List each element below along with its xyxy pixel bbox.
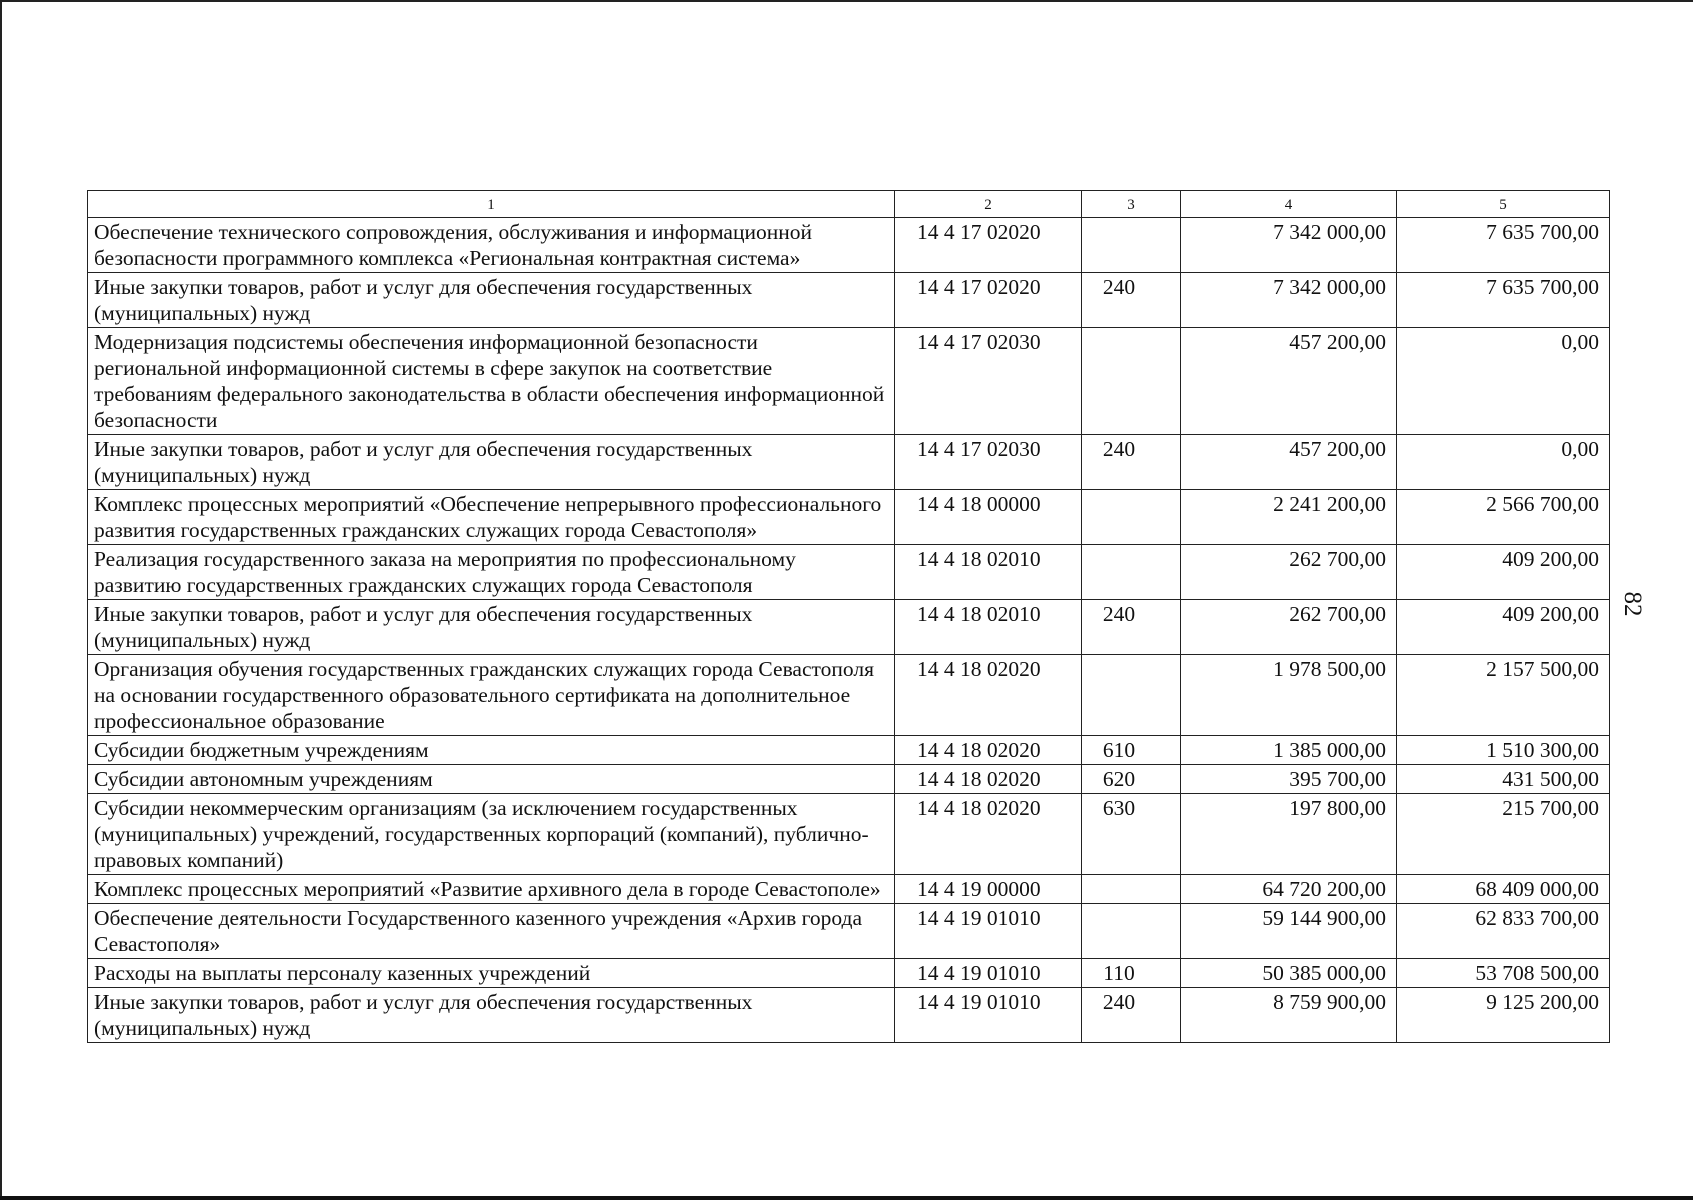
page-frame-bottom <box>0 1196 1693 1200</box>
cell-amount-col4: 7 342 000,00 <box>1181 273 1397 328</box>
header-col-2: 2 <box>895 191 1082 218</box>
cell-code: 14 4 18 02010 <box>895 600 1082 655</box>
cell-expense-type: 620 <box>1082 765 1181 794</box>
cell-name: Организация обучения государственных гражданских служащих города Севастополя на основании государственного образовательного сертификата на дополнительное профессиональное образование <box>88 655 895 736</box>
cell-name: Обеспечение деятельности Государственного казенного учреждения «Архив города Севастополя» <box>88 904 895 959</box>
cell-amount-col4: 457 200,00 <box>1181 435 1397 490</box>
cell-amount-col4: 64 720 200,00 <box>1181 875 1397 904</box>
cell-amount-col5: 62 833 700,00 <box>1397 904 1610 959</box>
cell-amount-col4: 1 978 500,00 <box>1181 655 1397 736</box>
cell-amount-col4: 50 385 000,00 <box>1181 959 1397 988</box>
cell-code: 14 4 19 01010 <box>895 959 1082 988</box>
cell-amount-col5: 53 708 500,00 <box>1397 959 1610 988</box>
header-col-5: 5 <box>1397 191 1610 218</box>
cell-code: 14 4 19 00000 <box>895 875 1082 904</box>
cell-code: 14 4 18 02010 <box>895 545 1082 600</box>
cell-name: Комплекс процессных мероприятий «Обеспечение непрерывного профессионального развития государственных гражданских служащих города Севастополя» <box>88 490 895 545</box>
table-row <box>88 765 1610 794</box>
table-row <box>88 435 1610 490</box>
cell-code: 14 4 17 02020 <box>895 273 1082 328</box>
cell-amount-col5: 0,00 <box>1397 435 1610 490</box>
cell-amount-col4: 1 385 000,00 <box>1181 736 1397 765</box>
cell-amount-col5: 409 200,00 <box>1397 600 1610 655</box>
cell-name: Субсидии бюджетным учреждениям <box>88 736 895 765</box>
cell-amount-col5: 2 566 700,00 <box>1397 490 1610 545</box>
header-col-3: 3 <box>1082 191 1181 218</box>
cell-expense-type: 240 <box>1082 273 1181 328</box>
cell-amount-col5: 7 635 700,00 <box>1397 218 1610 273</box>
cell-amount-col5: 2 157 500,00 <box>1397 655 1610 736</box>
table-row <box>88 218 1610 273</box>
cell-name: Комплекс процессных мероприятий «Развитие архивного дела в городе Севастополе» <box>88 875 895 904</box>
cell-amount-col5: 0,00 <box>1397 328 1610 435</box>
cell-name: Обеспечение технического сопровождения, обслуживания и информационной безопасности программного комплекса «Региональная контрактная система» <box>88 218 895 273</box>
header-col-1: 1 <box>88 191 895 218</box>
table-row <box>88 328 1610 435</box>
cell-code: 14 4 17 02020 <box>895 218 1082 273</box>
cell-amount-col5: 7 635 700,00 <box>1397 273 1610 328</box>
page-frame-top <box>0 0 1693 2</box>
cell-code: 14 4 18 02020 <box>895 736 1082 765</box>
cell-amount-col5: 1 510 300,00 <box>1397 736 1610 765</box>
table-row <box>88 736 1610 765</box>
page-number: 82 <box>1619 591 1646 617</box>
cell-name: Модернизация подсистемы обеспечения информационной безопасности региональной информационной системы в сфере закупок на соответствие требованиям федерального законодательства в области обеспечения информационной безопасности <box>88 328 895 435</box>
cell-code: 14 4 17 02030 <box>895 328 1082 435</box>
table-row <box>88 490 1610 545</box>
cell-expense-type: 110 <box>1082 959 1181 988</box>
cell-name: Субсидии некоммерческим организациям (за исключением государственных (муниципальных) учреждений, государственных корпораций (компаний), публично-правовых компаний) <box>88 794 895 875</box>
table-row <box>88 600 1610 655</box>
cell-name: Реализация государственного заказа на мероприятия по профессиональному развитию государственных гражданских служащих города Севастополя <box>88 545 895 600</box>
cell-expense-type: 630 <box>1082 794 1181 875</box>
cell-amount-col4: 457 200,00 <box>1181 328 1397 435</box>
cell-amount-col4: 8 759 900,00 <box>1181 988 1397 1043</box>
table-row <box>88 988 1610 1043</box>
cell-expense-type: 610 <box>1082 736 1181 765</box>
table-row <box>88 959 1610 988</box>
budget-table <box>87 190 1610 1043</box>
cell-name: Иные закупки товаров, работ и услуг для обеспечения государственных (муниципальных) нужд <box>88 273 895 328</box>
cell-amount-col5: 215 700,00 <box>1397 794 1610 875</box>
cell-expense-type <box>1082 875 1181 904</box>
cell-amount-col5: 409 200,00 <box>1397 545 1610 600</box>
cell-code: 14 4 17 02030 <box>895 435 1082 490</box>
cell-amount-col4: 395 700,00 <box>1181 765 1397 794</box>
table-row <box>88 273 1610 328</box>
cell-code: 14 4 19 01010 <box>895 904 1082 959</box>
table-row <box>88 794 1610 875</box>
cell-code: 14 4 18 00000 <box>895 490 1082 545</box>
cell-amount-col4: 262 700,00 <box>1181 545 1397 600</box>
cell-amount-col4: 197 800,00 <box>1181 794 1397 875</box>
cell-expense-type <box>1082 328 1181 435</box>
budget-table-body <box>88 191 1610 1043</box>
cell-code: 14 4 18 02020 <box>895 765 1082 794</box>
cell-amount-col5: 9 125 200,00 <box>1397 988 1610 1043</box>
cell-name: Иные закупки товаров, работ и услуг для обеспечения государственных (муниципальных) нужд <box>88 600 895 655</box>
cell-amount-col5: 68 409 000,00 <box>1397 875 1610 904</box>
table-row <box>88 545 1610 600</box>
cell-name: Иные закупки товаров, работ и услуг для обеспечения государственных (муниципальных) нужд <box>88 988 895 1043</box>
cell-code: 14 4 19 01010 <box>895 988 1082 1043</box>
header-col-4: 4 <box>1181 191 1397 218</box>
cell-expense-type <box>1082 545 1181 600</box>
cell-code: 14 4 18 02020 <box>895 655 1082 736</box>
cell-expense-type <box>1082 218 1181 273</box>
cell-name: Субсидии автономным учреждениям <box>88 765 895 794</box>
cell-expense-type <box>1082 655 1181 736</box>
cell-expense-type: 240 <box>1082 435 1181 490</box>
table-header-row <box>88 191 1610 218</box>
table-row <box>88 875 1610 904</box>
cell-amount-col4: 59 144 900,00 <box>1181 904 1397 959</box>
cell-expense-type: 240 <box>1082 988 1181 1043</box>
cell-amount-col5: 431 500,00 <box>1397 765 1610 794</box>
cell-amount-col4: 7 342 000,00 <box>1181 218 1397 273</box>
cell-expense-type <box>1082 904 1181 959</box>
cell-name: Иные закупки товаров, работ и услуг для обеспечения государственных (муниципальных) нужд <box>88 435 895 490</box>
cell-expense-type <box>1082 490 1181 545</box>
cell-code: 14 4 18 02020 <box>895 794 1082 875</box>
cell-amount-col4: 2 241 200,00 <box>1181 490 1397 545</box>
table-row <box>88 655 1610 736</box>
cell-expense-type: 240 <box>1082 600 1181 655</box>
page-frame-left <box>0 0 2 1200</box>
table-row <box>88 904 1610 959</box>
cell-name: Расходы на выплаты персоналу казенных учреждений <box>88 959 895 988</box>
cell-amount-col4: 262 700,00 <box>1181 600 1397 655</box>
